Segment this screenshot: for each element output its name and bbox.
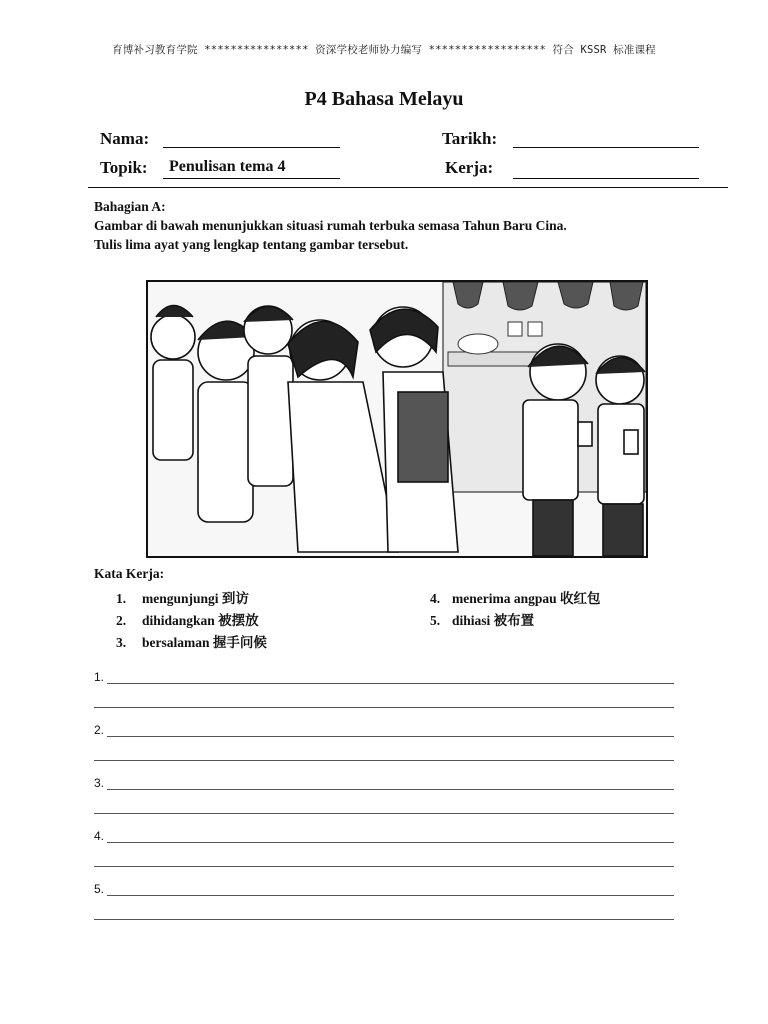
section-heading: Bahagian A: (94, 199, 166, 214)
page-title: P4 Bahasa Melayu (304, 88, 464, 110)
tarikh-field[interactable] (513, 147, 699, 148)
answer-line-5[interactable]: 5. (94, 885, 674, 899)
answer-line-4[interactable]: 4. (94, 832, 674, 846)
verb-item: 1. mengunjungi 到访 (116, 591, 249, 606)
topik-field[interactable] (163, 158, 340, 179)
lantern-icon (610, 282, 643, 310)
person-icon (151, 315, 195, 359)
angpau-icon (578, 422, 592, 446)
section-instruction-2: Tulis lima ayat yang lengkap tentang gambar tersebut. (94, 237, 409, 252)
nama-label: Nama: (100, 129, 150, 148)
topik-value: Penulisan tema 4 (169, 158, 286, 175)
answer-line-3[interactable]: 3. (94, 779, 674, 793)
verb-item: 5. dihiasi 被布置 (430, 613, 535, 628)
section-instruction-1: Gambar di bawah menunjukkan situasi rumah terbuka semasa Tahun Baru Cina. (94, 218, 567, 233)
verbs-heading: Kata Kerja: (94, 566, 165, 581)
answer-line-2[interactable]: 2. (94, 726, 674, 740)
open-house-illustration (146, 280, 648, 558)
illustration-drawing (148, 282, 646, 556)
section-divider (88, 187, 728, 188)
topik-label: Topik: (100, 158, 148, 177)
angpau-icon (624, 430, 638, 454)
verb-item: 3. bersalaman 握手问候 (116, 635, 267, 650)
cake-icon (458, 334, 498, 354)
kerja-label: Kerja: (445, 158, 494, 177)
answer-line-1[interactable]: 1. (94, 673, 674, 687)
page-header-banner: 育博补习教育学院 **************** 资深学校老师协力编写 ****************** 符合 KSSR 标准课程 (112, 44, 656, 56)
verb-item: 4. menerima angpau 收红包 (430, 591, 601, 606)
kerja-field[interactable] (513, 178, 699, 179)
tarikh-label: Tarikh: (442, 129, 498, 148)
nama-field[interactable] (163, 147, 340, 148)
verb-item: 2. dihidangkan 被摆放 (116, 613, 259, 628)
